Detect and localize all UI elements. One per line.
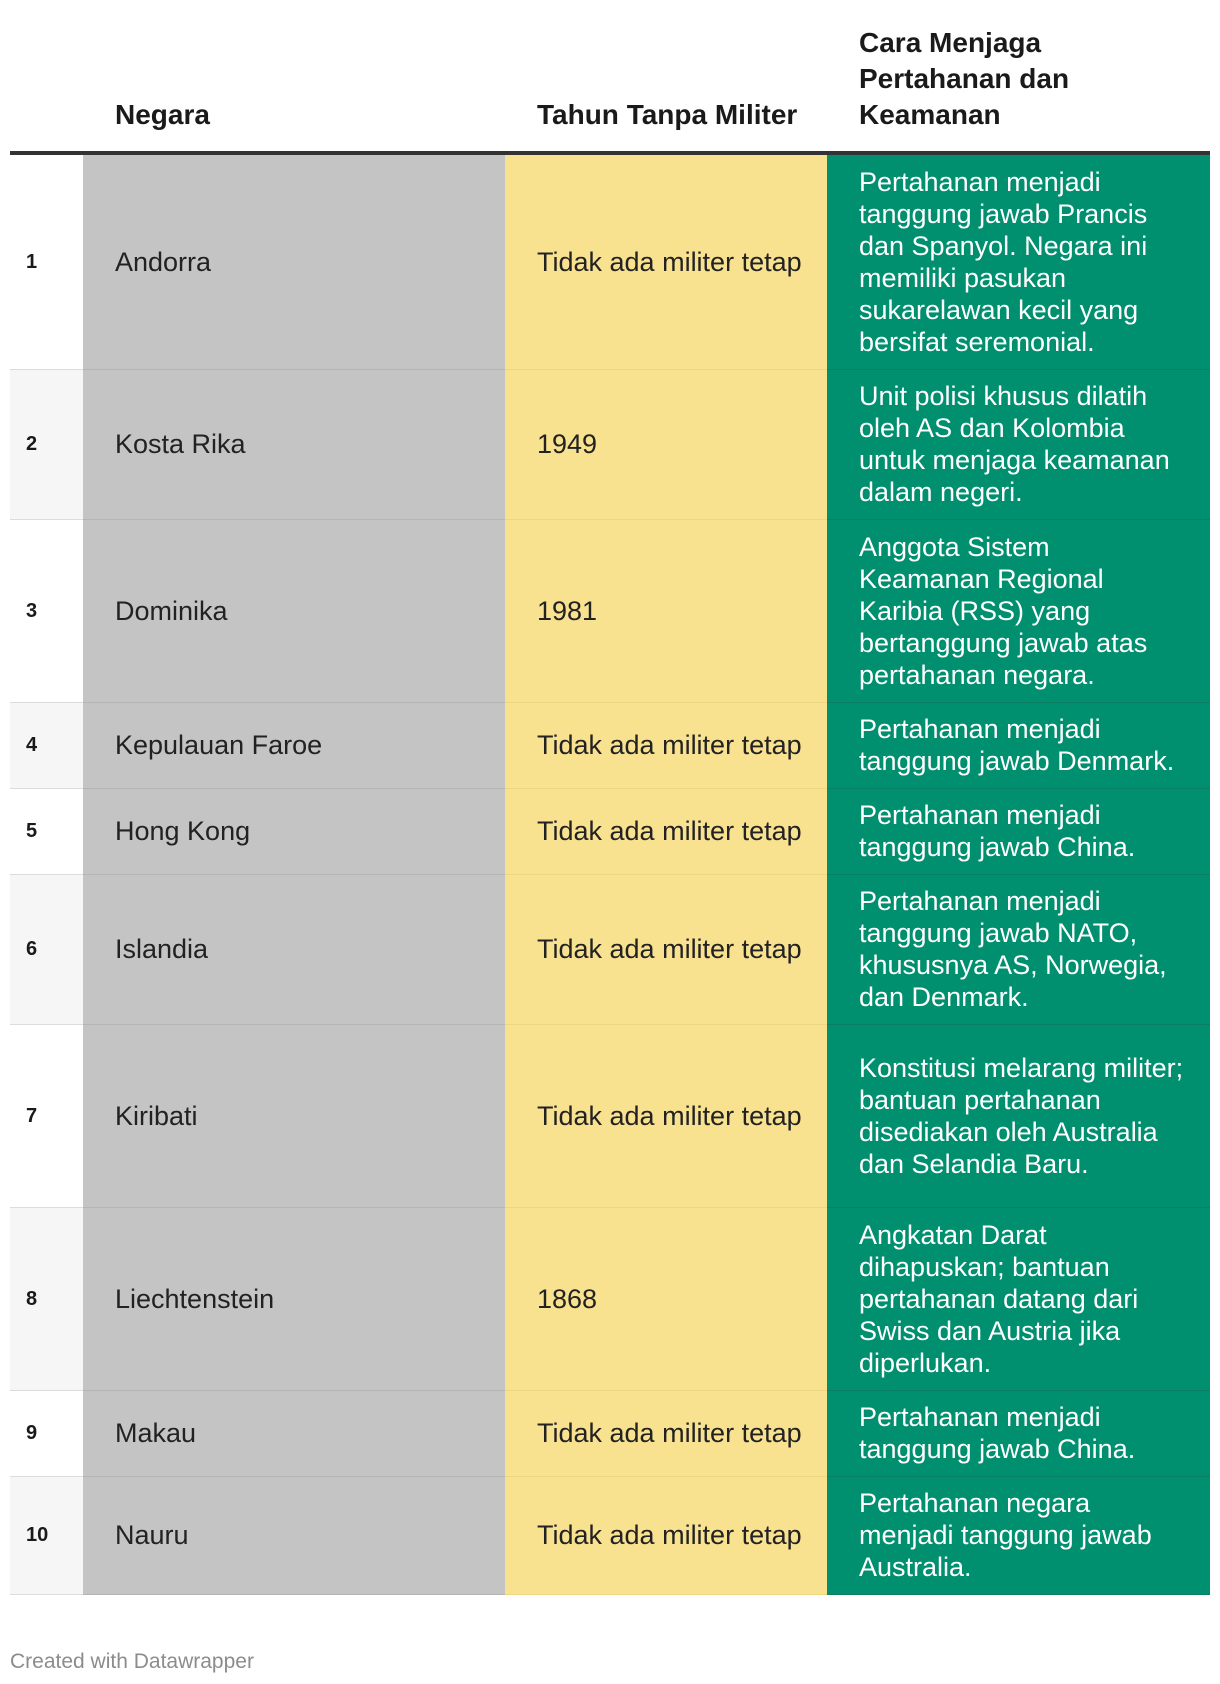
year-cell: Tidak ada militer tetap [505, 1390, 827, 1476]
row-number: 9 [10, 1390, 83, 1476]
country-cell: Hong Kong [83, 788, 505, 874]
table-row [10, 788, 1210, 874]
row-number: 3 [10, 519, 83, 702]
row-number: 5 [10, 788, 83, 874]
data-table-container [10, 0, 1210, 1595]
data-table [10, 0, 1210, 1595]
defense-cell: Anggota Sistem Keamanan Regional Karibia (RSS) yang bertanggung jawab atas pertahanan negara. [827, 519, 1210, 702]
header-year[interactable]: Tahun Tanpa Militer [505, 0, 827, 153]
table-row [10, 1390, 1210, 1476]
table-row [10, 1476, 1210, 1594]
table-row [10, 1207, 1210, 1390]
country-cell: Islandia [83, 874, 505, 1024]
country-cell: Nauru [83, 1476, 505, 1594]
header-country[interactable]: Negara [83, 0, 505, 153]
country-cell: Kepulauan Faroe [83, 702, 505, 788]
row-number: 4 [10, 702, 83, 788]
row-number: 6 [10, 874, 83, 1024]
defense-cell: Pertahanan menjadi tanggung jawab Denmark. [827, 702, 1210, 788]
header-defense[interactable]: Cara Menjaga Pertahanan dan Keamanan [827, 0, 1210, 153]
defense-cell: Pertahanan menjadi tanggung jawab China. [827, 1390, 1210, 1476]
year-cell: Tidak ada militer tetap [505, 874, 827, 1024]
row-number: 7 [10, 1024, 83, 1207]
row-number: 1 [10, 153, 83, 369]
country-cell: Andorra [83, 153, 505, 369]
table-row [10, 519, 1210, 702]
country-cell: Dominika [83, 519, 505, 702]
country-cell: Makau [83, 1390, 505, 1476]
header-num [10, 0, 83, 153]
year-cell: Tidak ada militer tetap [505, 153, 827, 369]
defense-cell: Pertahanan menjadi tanggung jawab NATO, khususnya AS, Norwegia, dan Denmark. [827, 874, 1210, 1024]
defense-cell: Angkatan Darat dihapuskan; bantuan pertahanan datang dari Swiss dan Austria jika diperlukan. [827, 1207, 1210, 1390]
defense-cell: Pertahanan menjadi tanggung jawab Prancis dan Spanyol. Negara ini memiliki pasukan sukarelawan kecil yang bersifat seremonial. [827, 153, 1210, 369]
country-cell: Kosta Rika [83, 369, 505, 519]
table-row [10, 369, 1210, 519]
row-number: 8 [10, 1207, 83, 1390]
table-row [10, 153, 1210, 369]
datawrapper-credit-link[interactable]: Created with Datawrapper [10, 1650, 254, 1673]
table-row [10, 702, 1210, 788]
table-header-row [10, 0, 1210, 153]
table-row [10, 874, 1210, 1024]
year-cell: 1949 [505, 369, 827, 519]
country-cell: Liechtenstein [83, 1207, 505, 1390]
year-cell: Tidak ada militer tetap [505, 1476, 827, 1594]
defense-cell: Pertahanan menjadi tanggung jawab China. [827, 788, 1210, 874]
row-number: 10 [10, 1476, 83, 1594]
country-cell: Kiribati [83, 1024, 505, 1207]
row-number: 2 [10, 369, 83, 519]
defense-cell: Pertahanan negara menjadi tanggung jawab Australia. [827, 1476, 1210, 1594]
year-cell: Tidak ada militer tetap [505, 702, 827, 788]
year-cell: 1981 [505, 519, 827, 702]
defense-cell: Unit polisi khusus dilatih oleh AS dan Kolombia untuk menjaga keamanan dalam negeri. [827, 369, 1210, 519]
year-cell: 1868 [505, 1207, 827, 1390]
year-cell: Tidak ada militer tetap [505, 788, 827, 874]
defense-cell: Konstitusi melarang militer; bantuan pertahanan disediakan oleh Australia dan Selandia Baru. [827, 1024, 1210, 1207]
year-cell: Tidak ada militer tetap [505, 1024, 827, 1207]
table-row [10, 1024, 1210, 1207]
